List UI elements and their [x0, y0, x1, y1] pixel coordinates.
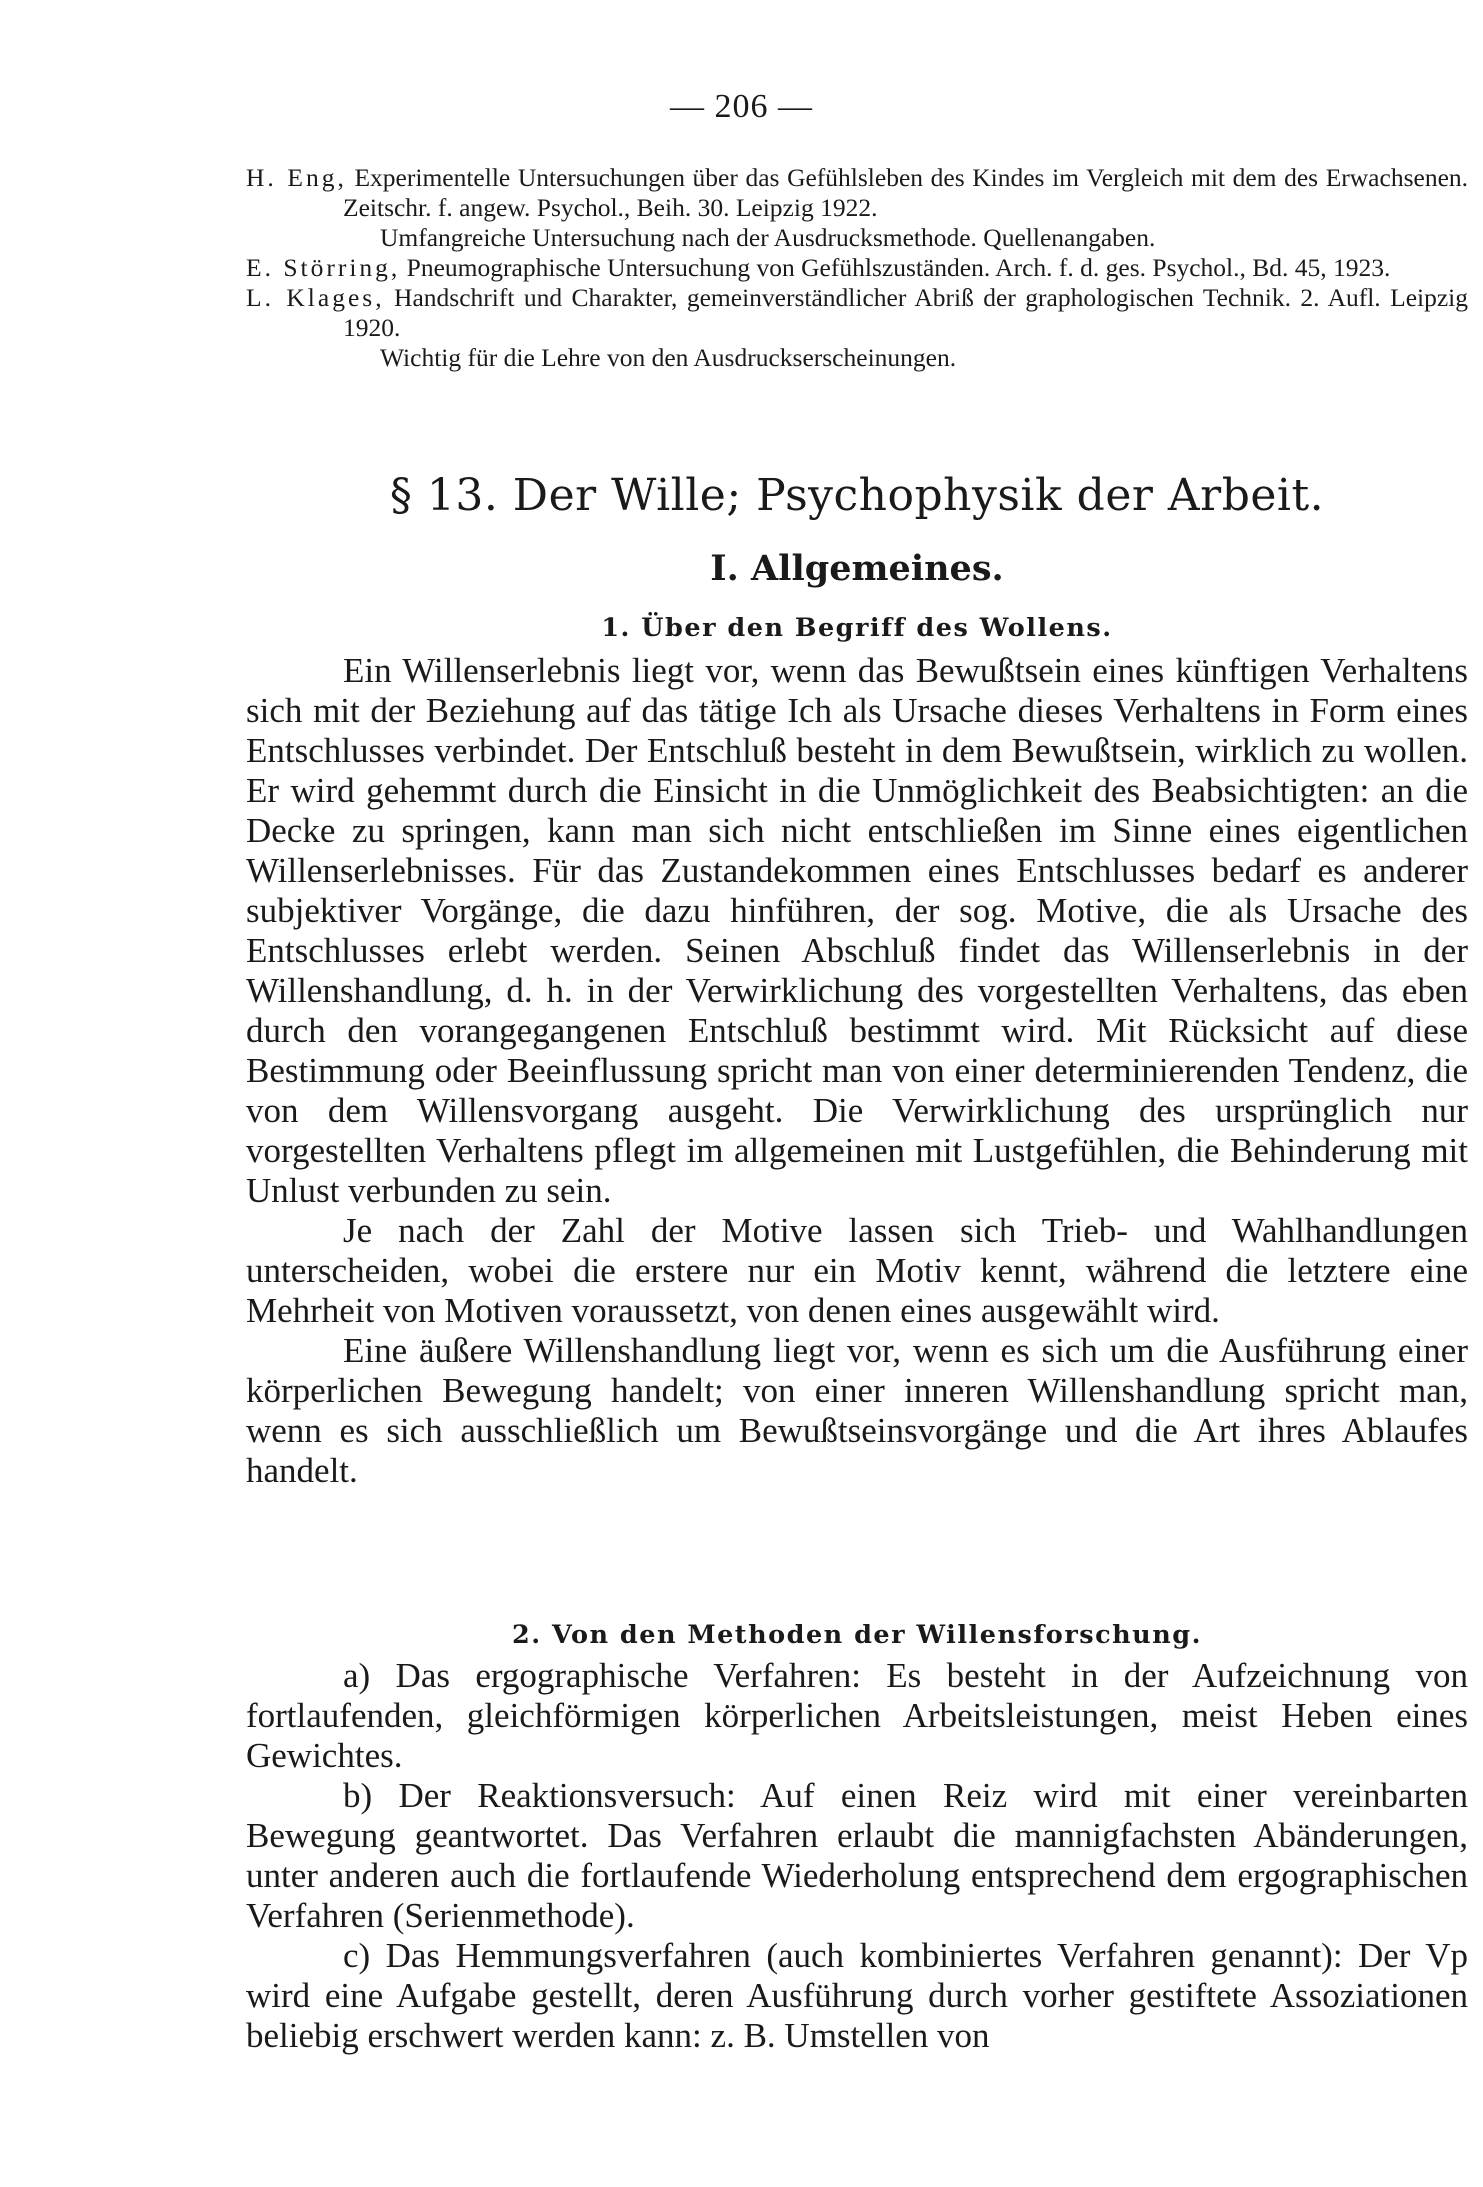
reference-eng	[246, 163, 1468, 223]
reference-text: Pneumographische Untersuchung von Gefühlszuständen. Arch. f. d. ges. Psychol., Bd. 45, 1923.	[406, 253, 1391, 282]
reference-stoerring	[246, 253, 1468, 283]
paragraph: a) Das ergographische Verfahren: Es besteht in der Aufzeichnung von fortlaufenden, gleichförmigen körperlichen Arbeitsleistungen, meist Heben eines Gewichtes.	[246, 1656, 1468, 1775]
paragraph: b) Der Reaktionsversuch: Auf einen Reiz wird mit einer vereinbarten Bewegung geantwortet. Das Verfahren erlaubt die mannigfachsten Abänderungen, unter anderen auch die fortlaufende Wiederholung entsprechend dem ergographischen Verfahren (Serienmethode).	[246, 1776, 1468, 1935]
reference-note: Wichtig für die Lehre von den Ausdruckserscheinungen.	[380, 343, 957, 372]
paragraph: Eine äußere Willenshandlung liegt vor, wenn es sich um die Ausführung einer körperlichen Bewegung handelt; von einer inneren Willenshandlung spricht man, wenn es sich ausschließlich um Bewußtseinsvorgänge und die Art ihres Ablaufes handelt.	[246, 1331, 1468, 1490]
reference-list	[246, 163, 1468, 373]
reference-klages	[246, 283, 1468, 343]
paragraph: c) Das Hemmungsverfahren (auch kombiniertes Verfahren genannt): Der Vp wird eine Aufgabe gestellt, deren Ausführung durch vorher gestiftete Assoziationen beliebig erschwert werden kann: z. B. Umstellen von	[246, 1936, 1468, 2055]
heading-methoden-der-willensforschung: 2. Von den Methoden der Willensforschung.	[512, 1620, 1202, 1650]
section-title: § 13. Der Wille; Psychophysik der Arbeit.	[389, 470, 1325, 521]
reference-text: Experimentelle Untersuchungen über das Gefühlsleben des Kindes im Vergleich mit dem des Erwachsenen. Zeitschr. f. angew. Psychol., Beih. 30. Leipzig 1922.	[343, 163, 1469, 222]
reference-note: Umfangreiche Untersuchung nach der Ausdrucksmethode. Quellenangaben.	[380, 223, 1156, 252]
reference-text: Handschrift und Charakter, gemeinverständlicher Abriß der graphologischen Technik. 2. Aufl. Leipzig 1920.	[343, 283, 1469, 342]
body-section-2	[246, 1656, 1468, 2056]
reference-author: H. Eng,	[246, 163, 347, 192]
reference-author: E. Störring,	[246, 253, 401, 282]
body-section-1	[246, 651, 1468, 1491]
subsection-title: I. Allgemeines.	[710, 548, 1004, 589]
heading-begriff-des-wollens: 1. Über den Begriff des Wollens.	[601, 613, 1113, 643]
paragraph: Ein Willenserlebnis liegt vor, wenn das Bewußtsein eines künftigen Verhaltens sich mit der Beziehung auf das tätige Ich als Ursache dieses Verhaltens in Form eines Entschlusses verbindet. Der Entschluß besteht in dem Bewußtsein, wirklich zu wollen. Er wird gehemmt durch die Einsicht in die Unmöglichkeit des Beabsichtigten: an die Decke zu springen, kann man sich nicht entschließen im Sinne eines eigentlichen Willenserlebnisses. Für das Zustandekommen eines Entschlusses bedarf es anderer subjektiver Vorgänge, die dazu hinführen, der sog. Motive, die als Ursache des Entschlusses erlebt werden. Seinen Abschluß findet das Willenserlebnis in der Willenshandlung, d. h. in der Verwirklichung des vorgestellten Verhaltens, das eben durch den vorangegangenen Entschluß bestimmt wird. Mit Rücksicht auf diese Bestimmung oder Beeinflussung spricht man von einer determinierenden Tendenz, die von dem Willensvorgang ausgeht. Die Verwirklichung des ursprünglich nur vorgestellten Verhaltens pflegt im allgemeinen mit Lustgefühlen, die Behinderung mit Unlust verbunden zu sein.	[246, 651, 1468, 1210]
page-number: — 206 —	[670, 88, 813, 125]
paragraph: Je nach der Zahl der Motive lassen sich Trieb- und Wahlhandlungen unterscheiden, wobei die erstere nur ein Motiv kennt, während die letztere eine Mehrheit von Motiven voraussetzt, von denen eines ausgewählt wird.	[246, 1211, 1468, 1330]
reference-author: L. Klages,	[246, 283, 385, 312]
